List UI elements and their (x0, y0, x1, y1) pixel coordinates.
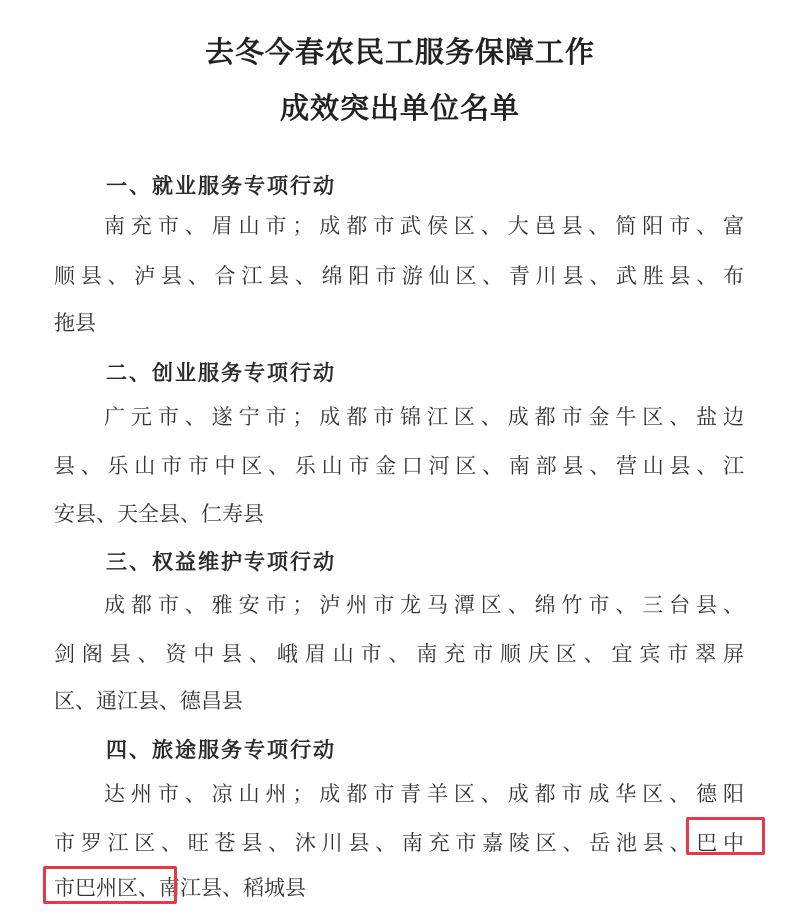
section-line: 拖县 (54, 311, 96, 335)
section-line: 市巴州区、南江县、稻城县 (54, 876, 306, 900)
highlight-box-top (686, 817, 765, 855)
title-line-2: 成效突出单位名单 (279, 91, 520, 125)
title-line-1: 去冬今春农民工服务保障工作 (204, 35, 595, 69)
section-heading: 二、创业服务专项行动 (106, 360, 336, 385)
section-heading: 三、权益维护专项行动 (106, 549, 336, 574)
section-heading: 四、旅途服务专项行动 (106, 737, 336, 762)
section-line: 达州市、凉山州；成都市青羊区、成都市成华区、德阳 (104, 782, 744, 806)
section-line: 市罗江区、旺苍县、沐川县、南充市嘉陵区、岳池县、巴中 (54, 831, 744, 855)
section-line: 区、通江县、德昌县 (54, 689, 243, 713)
section-line: 剑阁县、资中县、峨眉山市、南充市顺庆区、宜宾市翠屏 (54, 642, 744, 666)
section-line: 广元市、遂宁市；成都市锦江区、成都市金牛区、盐边 (104, 405, 744, 429)
section-line: 成都市、雅安市；泸州市龙马潭区、绵竹市、三台县、 (104, 593, 744, 617)
section-line: 安县、天全县、仁寿县 (54, 502, 264, 526)
highlight-box-bottom (43, 866, 177, 904)
section-line: 县、乐山市市中区、乐山市金口河区、南部县、营山县、江 (54, 454, 744, 478)
section-line: 南充市、眉山市；成都市武侯区、大邑县、简阳市、富 (104, 214, 744, 238)
section-heading: 一、就业服务专项行动 (106, 173, 336, 198)
section-line: 顺县、泸县、合江县、绵阳市游仙区、青川县、武胜县、布 (54, 264, 744, 288)
